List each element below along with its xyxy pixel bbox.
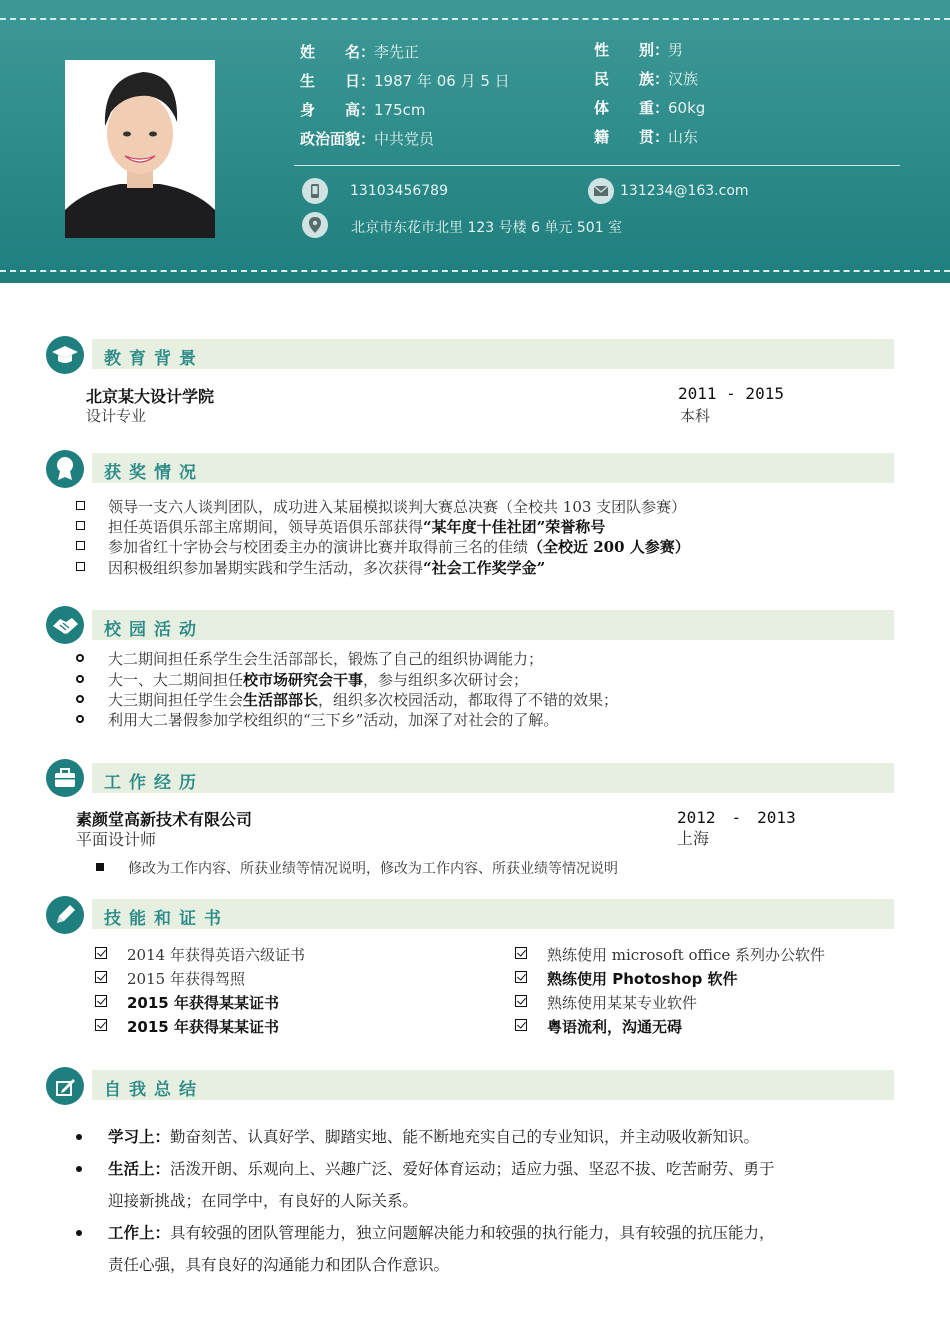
pencil-icon	[46, 896, 84, 934]
height-row	[300, 99, 426, 120]
politics-row	[300, 128, 434, 149]
email-text: 131234@163.com	[620, 183, 749, 199]
award-highlight: “社会工作奖学金”	[423, 559, 546, 577]
award-bullet	[76, 521, 85, 530]
summary-life-text: 活泼开朗、乐观向上、兴趣广泛、爱好体育运动；适应力强、坚忍不拔、吃苦耐劳、勇于	[170, 1160, 775, 1178]
skill-item: 熟练使用 Photoshop 软件	[547, 970, 738, 988]
birth-value: 1987 年 06 月 5 日	[374, 72, 510, 90]
award-bullet	[76, 562, 85, 571]
campus-section-title: 校园活动	[104, 620, 204, 640]
profile-photo	[65, 60, 215, 238]
height-label: 身 高：	[300, 101, 376, 119]
award-item	[108, 496, 686, 517]
skills-section-title: 技能和证书	[104, 909, 229, 929]
summary-life-label: 生活上：	[108, 1160, 171, 1178]
campus-text-end: ，组织多次校园活动，都取得了不错的效果；	[318, 691, 619, 709]
work-company: 素颜堂高新技术有限公司	[76, 810, 253, 829]
award-item	[108, 557, 545, 578]
checkbox-icon	[515, 947, 527, 959]
award-highlight: （全校近 200 人参赛）	[528, 538, 690, 556]
campus-text: 大一、大二期间担任	[108, 671, 244, 689]
skill-item: 2014 年获得英语六级证书	[127, 946, 305, 964]
politics-value: 中共党员	[374, 130, 435, 148]
ethnicity-value: 汉族	[668, 70, 699, 88]
campus-text: 大三期间担任学生会	[108, 691, 244, 709]
checkbox-icon	[515, 971, 527, 983]
campus-item	[108, 709, 558, 730]
weight-row	[594, 97, 705, 118]
checkbox-icon	[515, 995, 527, 1007]
name-label: 姓 名：	[300, 43, 376, 61]
campus-section-bar	[92, 610, 894, 640]
summary-work	[108, 1221, 775, 1243]
name-value: 李先正	[374, 43, 420, 61]
edit-icon	[46, 1067, 84, 1105]
gender-value: 男	[668, 41, 684, 59]
ethnicity-row	[594, 68, 698, 89]
awards-section-title: 获奖情况	[104, 463, 204, 483]
work-bullet	[96, 863, 104, 871]
education-school: 北京某大设计学院	[86, 387, 215, 406]
campus-bullet	[76, 695, 84, 703]
award-item	[108, 536, 690, 557]
campus-item	[108, 669, 528, 690]
email-icon	[588, 178, 614, 204]
resume-header	[0, 0, 950, 283]
awards-section-bar	[92, 453, 894, 483]
checkbox-icon	[515, 1019, 527, 1031]
checkbox-icon	[95, 971, 107, 983]
campus-highlight: 生活部部长	[243, 691, 319, 709]
summary-study-label: 学习上：	[108, 1128, 171, 1146]
work-role: 平面设计师	[76, 830, 157, 849]
origin-row	[594, 126, 698, 147]
work-section-bar	[92, 763, 894, 793]
award-text: 担任英语俱乐部主席期间，领导英语俱乐部获得	[108, 518, 424, 536]
summary-work-text: 具有较强的团队管理能力，独立问题解决能力和较强的执行能力，具有较强的抗压能力，	[170, 1224, 775, 1242]
height-value: 175cm	[374, 101, 426, 119]
header-divider	[294, 165, 900, 166]
header-dashed-line-bottom	[0, 270, 950, 272]
skill-item: 熟练使用某某专业软件	[547, 994, 698, 1012]
campus-item	[108, 689, 618, 710]
education-major: 设计专业	[86, 407, 147, 425]
gender-label: 性 别：	[594, 41, 670, 59]
address-text: 北京市东花市北里 123 号楼 6 单元 501 室	[351, 220, 623, 236]
award-highlight: “某年度十佳社团”荣誉称号	[423, 518, 606, 536]
education-section-bar	[92, 339, 894, 369]
skill-item: 熟练使用 microsoft office 系列办公软件	[547, 946, 825, 964]
origin-label: 籍 贯：	[594, 128, 670, 146]
summary-work-cont: 责任心强，具有良好的沟通能力和团队合作意识。	[108, 1256, 450, 1274]
campus-bullet	[76, 654, 84, 662]
medal-icon	[46, 450, 84, 488]
summary-section-title: 自我总结	[104, 1080, 204, 1100]
summary-bullet	[76, 1166, 82, 1172]
summary-study	[108, 1125, 759, 1147]
campus-bullet	[76, 715, 84, 723]
award-item	[108, 516, 605, 537]
origin-value: 山东	[668, 128, 699, 146]
handshake-icon	[46, 606, 84, 644]
award-text: 因积极组织参加暑期实践和学生活动，多次获得	[108, 559, 424, 577]
phone-text: 13103456789	[350, 183, 448, 199]
checkbox-icon	[95, 1019, 107, 1031]
gender-row	[594, 39, 683, 60]
education-degree: 本科	[680, 407, 711, 425]
skill-item: 粤语流利，沟通无碍	[547, 1018, 683, 1036]
phone-icon	[302, 178, 328, 204]
campus-text: 利用大二暑假参加学校组织的“三下乡”活动，加深了对社会的了解。	[108, 711, 559, 729]
location-icon	[302, 212, 328, 238]
weight-label: 体 重：	[594, 99, 670, 117]
award-bullet	[76, 501, 85, 510]
campus-bullet	[76, 675, 84, 683]
campus-text: 大二期间担任系学生会生活部部长，锻炼了自己的组织协调能力；	[108, 650, 544, 668]
ethnicity-label: 民 族：	[594, 70, 670, 88]
summary-study-text: 勤奋刻苦、认真好学、脚踏实地、能不断地充实自己的专业知识，并主动吸收新知识。	[170, 1128, 760, 1146]
weight-value: 60kg	[668, 99, 706, 117]
work-city: 上海	[677, 829, 710, 848]
checkbox-icon	[95, 995, 107, 1007]
campus-item	[108, 648, 543, 669]
politics-label: 政治面貌：	[300, 130, 376, 148]
summary-work-label: 工作上：	[108, 1224, 171, 1242]
award-bullet	[76, 541, 85, 550]
skill-item: 2015 年获得驾照	[127, 970, 245, 988]
work-section-title: 工作经历	[104, 773, 204, 793]
award-text: 领导一支六人谈判团队，成功进入某届模拟谈判大赛总决赛（全校共 103 支团队参赛）	[108, 498, 687, 516]
award-text: 参加省红十字协会与校团委主办的演讲比赛并取得前三名的佳绩	[108, 538, 529, 556]
summary-section-bar	[92, 1070, 894, 1100]
campus-text-end: ，参与组织多次研讨会；	[363, 671, 529, 689]
work-years: 2012 - 2013	[677, 808, 796, 827]
graduation-cap-icon	[46, 336, 84, 374]
summary-bullet	[76, 1230, 82, 1236]
education-years: 2011 - 2015	[678, 384, 784, 403]
work-detail: 修改为工作内容、所获业绩等情况说明，修改为工作内容、所获业绩等情况说明	[128, 861, 618, 877]
briefcase-icon	[46, 759, 84, 797]
summary-life	[108, 1157, 775, 1179]
education-section-title: 教育背景	[104, 349, 204, 369]
campus-highlight: 校市场研究会干事	[243, 671, 364, 689]
checkbox-icon	[95, 947, 107, 959]
skill-item: 2015 年获得某某证书	[127, 994, 279, 1012]
name-row	[300, 41, 419, 62]
birth-label: 生 日：	[300, 72, 376, 90]
summary-life-cont: 迎接新挑战；在同学中，有良好的人际关系。	[108, 1192, 419, 1210]
summary-bullet	[76, 1134, 82, 1140]
birth-row	[300, 70, 510, 91]
header-dashed-line-top	[0, 18, 950, 20]
skill-item: 2015 年获得某某证书	[127, 1018, 279, 1036]
